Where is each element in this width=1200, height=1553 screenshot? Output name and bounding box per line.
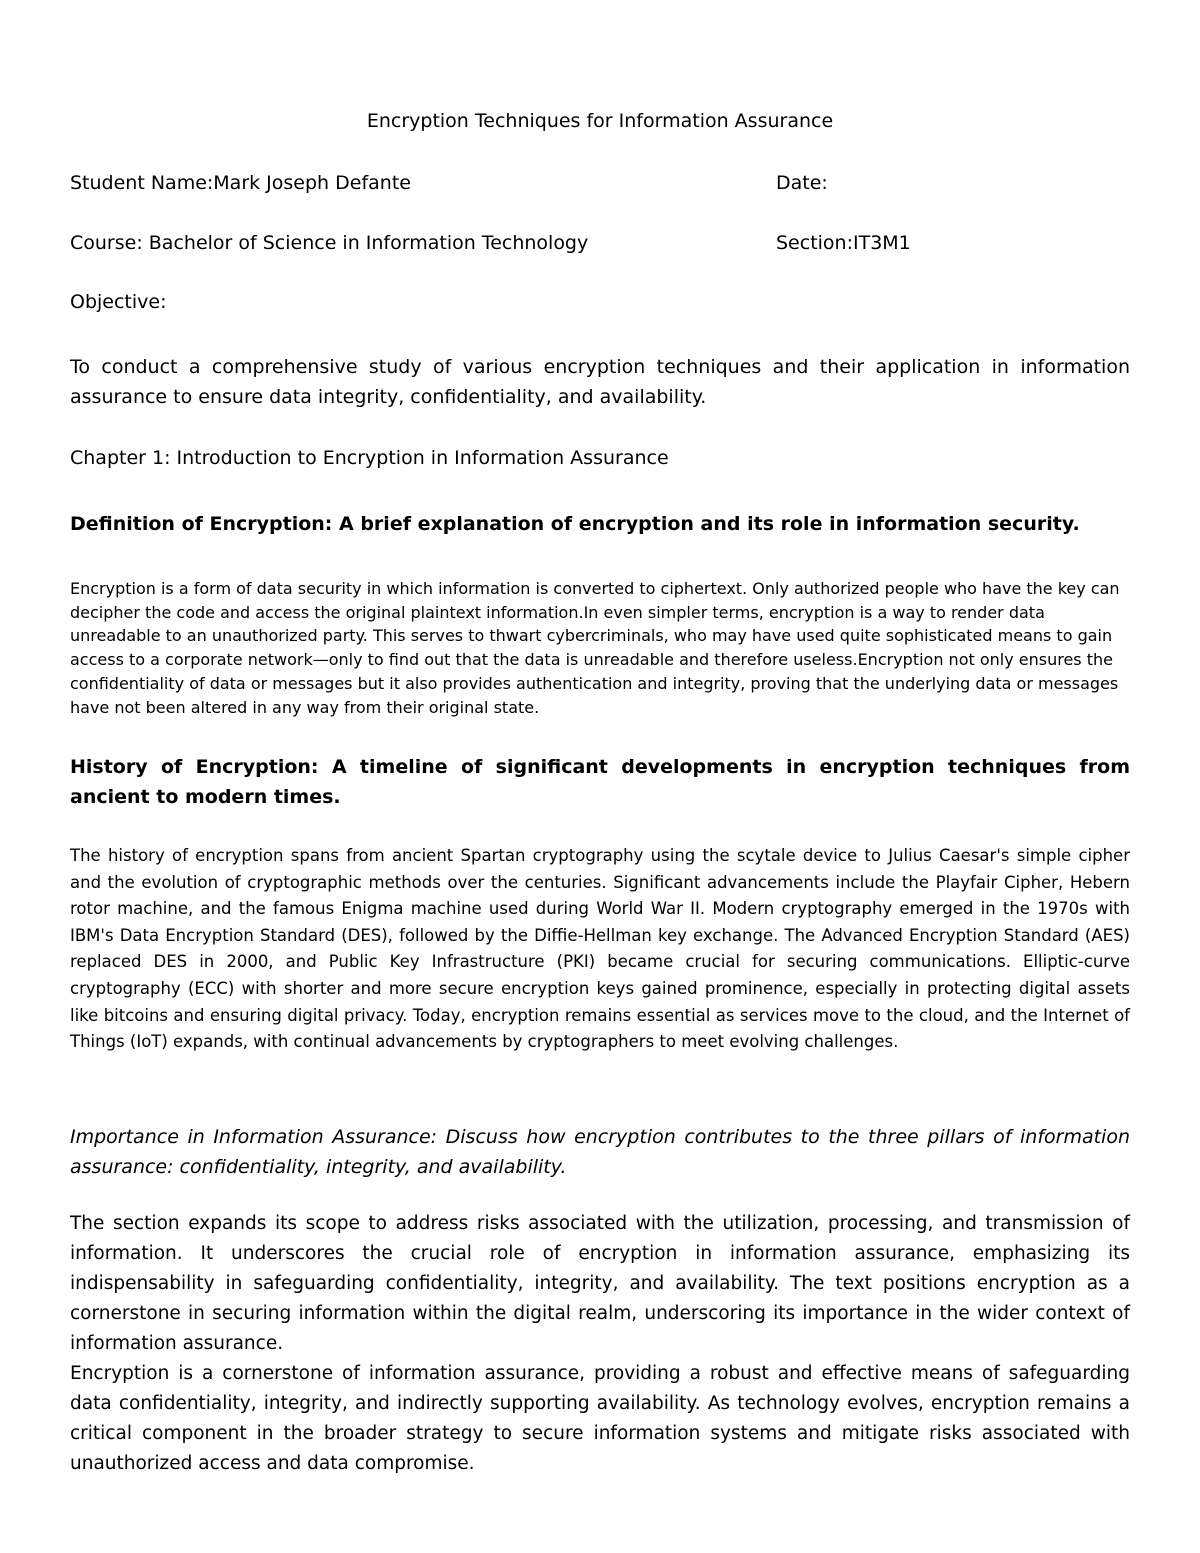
definition-text: Encryption is a form of data security in which information is converted to ciphertext. Only authorized people who have the key can decipher the code and access the original plaintext information.In even simpler terms, encryption is a way to render data unreadable to an unauthorized party. This serves to thwart cybercriminals, who may have used quite sophisticated means to gain access to a corporate network—only to find out that the data is unreadable and therefore useless.Encryption not only ensures the confidentiality of data or messages but it also provides authentication and integrity, proving that the underlying data or messages have not been altered in any way from their original state. (70, 579, 1120, 717)
student-row (70, 170, 1130, 196)
importance-text-1: The section expands its scope to address risks associated with the utilization, processing, and transmission of information. It underscores the crucial role of encryption in information assurance, emphasizing its indispensability in safeguarding confidentiality, integrity, and availability. The text positions encryption as a cornerstone in securing information within the digital realm, underscoring its importance in the wider context of information assurance. (70, 1213, 1130, 1354)
importance-heading: Importance in Information Assurance: Discuss how encryption contributes to the three pillars of information assurance: confidentiality, integrity, and availability. (70, 1126, 1130, 1178)
importance-text-2: Encryption is a cornerstone of information assurance, providing a robust and effective means of safeguarding data confidentiality, integrity, and indirectly supporting availability. As technology evolves, encryption remains a critical component in the broader strategy to secure information systems and mitigate risks associated with unauthorized access and data compromise. (70, 1363, 1130, 1474)
document-title: Encryption Techniques for Information Assurance (366, 110, 834, 132)
objective-label: Objective: (70, 291, 167, 313)
course-row (70, 230, 1130, 256)
objective-text: To conduct a comprehensive study of various encryption techniques and their application in information assurance to ensure data integrity, confidentiality, and availability. (70, 356, 1130, 408)
section-label: Section:IT3M1 (776, 232, 911, 254)
chapter-heading: Chapter 1: Introduction to Encryption in Information Assurance (70, 447, 669, 469)
student-name: Student Name:Mark Joseph Defante (70, 172, 411, 194)
history-heading: History of Encryption: A timeline of significant developments in encryption techniques from ancient to modern times. (70, 756, 1130, 808)
history-text: The history of encryption spans from ancient Spartan cryptography using the scytale device to Julius Caesar's simple cipher and the evolution of cryptographic methods over the centuries. Significant advancements include the Playfair Cipher, Hebern rotor machine, and the famous Enigma machine used during World War II. Modern cryptography emerged in the 1970s with IBM's Data Encryption Standard (DES), followed by the Diffie-Hellman key exchange. The Advanced Encryption Standard (AES) replaced DES in 2000, and Public Key Infrastructure (PKI) became crucial for securing communications. Elliptic-curve cryptography (ECC) with shorter and more secure encryption keys gained prominence, especially in protecting digital assets like bitcoins and ensuring digital privacy. Today, encryption remains essential as services move to the cloud, and the Internet of Things (IoT) expands, with continual advancements by cryptographers to meet evolving challenges. (70, 846, 1130, 1052)
definition-heading: Definition of Encryption: A brief explanation of encryption and its role in information security. (70, 513, 1080, 535)
course-name: Course: Bachelor of Science in Information Technology (70, 232, 589, 254)
date-label: Date: (776, 172, 828, 194)
